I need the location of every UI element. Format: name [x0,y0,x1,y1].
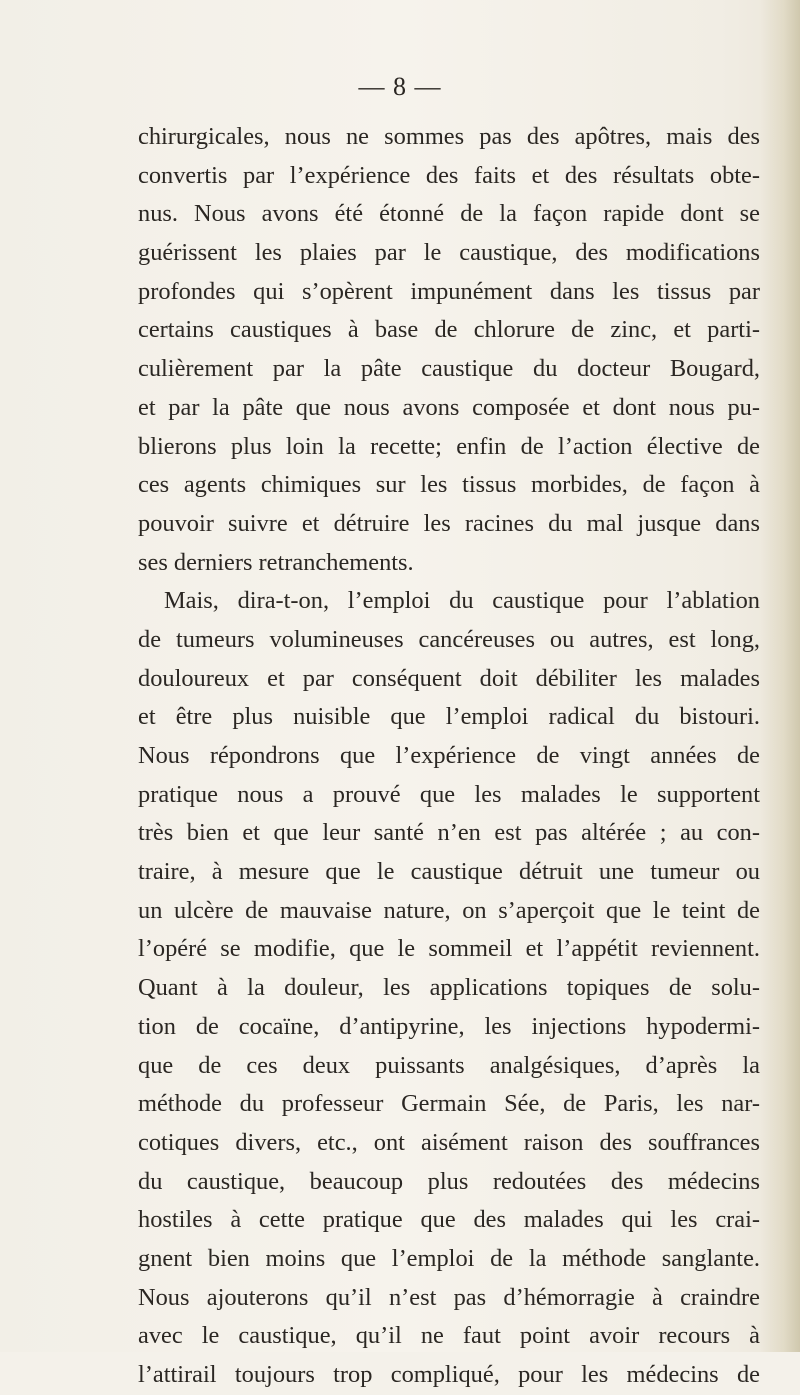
text-line: Nous ajouterons qu’il n’est pas d’hémorragie à craindre [138,1283,760,1311]
text-line: nus. Nous avons été étonné de la façon rapide dont se [138,200,760,228]
text-line: culièrement par la pâte caustique du docteur Bougard, [138,355,760,383]
text-line: ces agents chimiques sur les tissus morbides, de façon à [138,471,760,499]
page-edge-shadow [760,0,800,1352]
text-line: chirurgicales, nous ne sommes pas des apôtres, mais des [138,123,760,150]
text-line: guérissent les plaies par le caustique, des modifications [138,239,760,267]
text-line: l’opéré se modifie, que le sommeil et l’appétit reviennent. [138,935,760,963]
text-line: pouvoir suivre et détruire les racines du mal jusque dans [138,509,760,537]
page-number: — 8 — [358,72,442,101]
text-line: et par la pâte que nous avons composée et dont nous pu- [138,393,760,421]
text-line: du caustique, beaucoup plus redoutées des médecins [138,1167,760,1195]
text-line: pratique nous a prouvé que les malades le supportent [138,780,760,808]
text-line: Quant à la douleur, les applications topiques de solu- [138,974,760,1002]
text-line: Nous répondrons que l’expérience de vingt années de [138,742,760,769]
text-line: cotiques divers, etc., ont aisément raison des souffrances [138,1128,760,1156]
text-line: méthode du professeur Germain Sée, de Paris, les nar- [138,1090,760,1118]
text-line: blierons plus loin la recette; enfin de l’action élective de [138,432,760,460]
text-line: convertis par l’expérience des faits et des résultats obte- [138,161,760,189]
text-line: profondes qui s’opèrent impunément dans les tissus par [138,277,760,305]
text-line: très bien et que leur santé n’en est pas altérée ; au con- [138,819,760,847]
text-line: ses derniers retranchements. [138,548,414,576]
text-line: tion de cocaïne, d’antipyrine, les injections hypodermi- [138,1012,760,1040]
body-text [138,118,760,1395]
paragraph-start-line: Mais, dira-t-on, l’emploi du caustique pour l’ablation [164,587,760,615]
text-line: douloureux et par conséquent doit débiliter les malades [138,664,760,692]
text-line: l’attirail toujours trop compliqué, pour les médecins de [138,1361,760,1388]
text-line: certains caustiques à base de chlorure de zinc, et parti- [138,316,760,344]
text-line: traire, à mesure que le caustique détruit une tumeur ou [138,858,760,886]
text-line: gnent bien moins que l’emploi de la méthode sanglante. [138,1244,760,1272]
text-line: de tumeurs volumineuses cancéreuses ou autres, est long, [138,625,760,653]
text-line: hostiles à cette pratique que des malades qui les crai- [138,1206,760,1234]
text-line: et être plus nuisible que l’emploi radical du bistouri. [138,703,760,731]
text-line: avec le caustique, qu’il ne faut point avoir recours à [138,1322,760,1350]
text-line: un ulcère de mauvaise nature, on s’aperçoit que le teint de [138,896,760,924]
text-line: que de ces deux puissants analgésiques, d’après la [138,1051,760,1079]
